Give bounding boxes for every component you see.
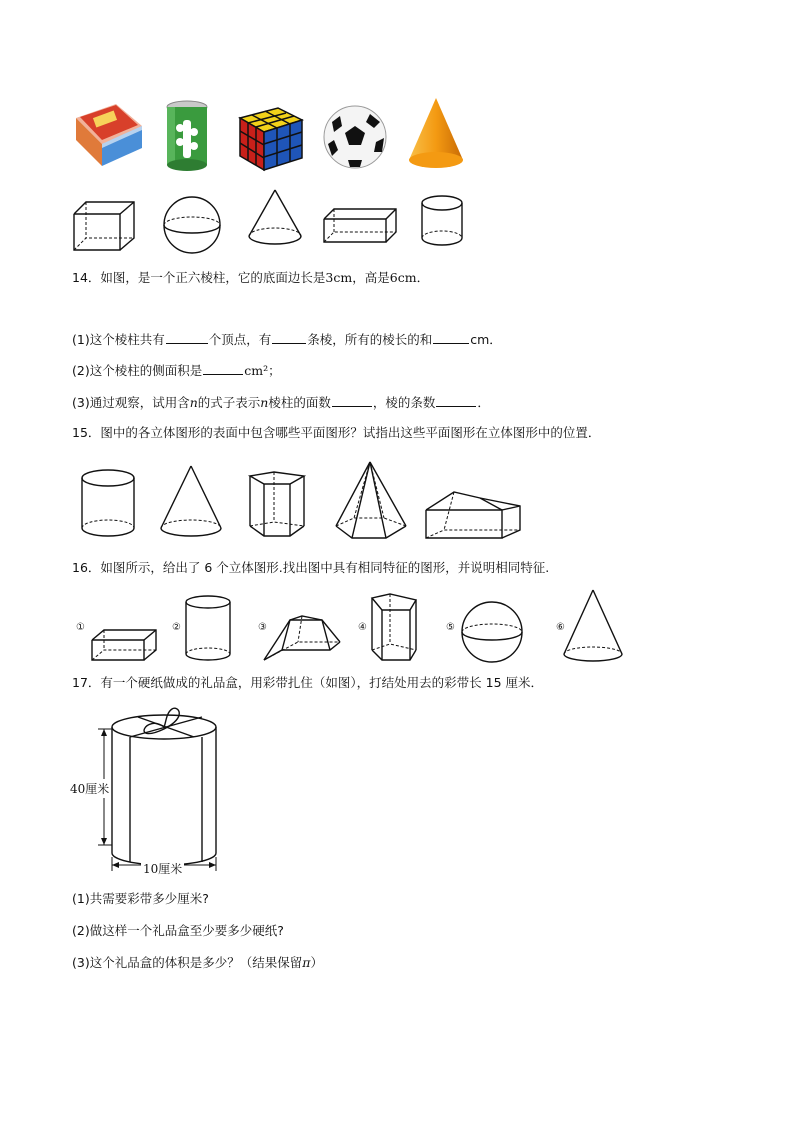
sphere-drawing <box>162 196 222 254</box>
q17-stem: 17．有一个硬纸做成的礼品盒，用彩带扎住（如图），打结处用去的彩带长 15 厘米． <box>72 675 544 690</box>
q15-pyramid-drawing <box>334 460 408 542</box>
q16-stem: 16．如图所示，给出了 6 个立体图形.找出图中具有相同特征的图形，并说明相同特征. <box>72 560 550 575</box>
q14-part3-end: ． <box>477 395 490 410</box>
q16-cuboid-drawing <box>90 628 158 662</box>
q16-cone-drawing <box>562 588 626 664</box>
q16-label-5: ⑤ <box>446 622 455 633</box>
q14-height: 6cm <box>389 270 417 285</box>
q17-part2: (2)做这样一个礼品盒至少要多少硬纸? <box>72 923 284 938</box>
q15-cone-drawing <box>158 464 224 540</box>
q14-part1-text-a: (1)这个棱柱共有 <box>72 332 165 347</box>
q17-part3-text: (3)这个礼品盒的体积是多少？（结果保留 <box>72 955 303 970</box>
q14-n-symbol-1: n <box>189 395 198 410</box>
cone-drawing <box>246 188 304 248</box>
cone-image <box>406 96 466 172</box>
can-image <box>164 100 210 172</box>
q14-part1-text-c: 条棱，所有的棱长的和 <box>307 332 433 347</box>
rubiks-cube-image <box>238 104 304 172</box>
q14-part1 <box>72 331 502 348</box>
q17-height-label: 40厘米 <box>70 779 109 798</box>
cuboid-drawing <box>322 207 398 245</box>
q14-stem <box>72 270 429 286</box>
q17-pi-symbol: π <box>302 955 311 970</box>
cylinder-drawing <box>420 194 466 248</box>
q14-edge-count-blank[interactable] <box>436 394 476 407</box>
q14-number: 14． <box>72 270 101 285</box>
q14-part3-text-a: (3)通过观察，试用含 <box>72 395 190 410</box>
q16-pentagonal-prism-drawing <box>370 592 420 664</box>
q14-part2 <box>72 362 281 379</box>
q17-part3 <box>72 955 323 971</box>
q15-cylinder-drawing <box>80 468 138 540</box>
q14-part3-text-b: 的式子表示 <box>197 395 261 410</box>
q16-sphere-drawing <box>460 600 526 664</box>
q14-area-unit: cm² <box>244 363 269 378</box>
q14-faces-blank[interactable] <box>332 394 372 407</box>
q16-label-3: ③ <box>258 622 267 633</box>
q14-side-length: 3cm <box>325 270 353 285</box>
q14-stem-end: ． <box>416 270 430 285</box>
q14-stem-text-b: ，高是 <box>352 270 390 285</box>
q16-label-4: ④ <box>358 622 367 633</box>
q14-stem-text-a: 如图，是一个正六棱柱，它的底面边长是 <box>100 270 326 285</box>
q14-part1-text-d: cm． <box>470 332 502 347</box>
q14-part2-end: ； <box>268 363 281 378</box>
soccer-ball-image <box>322 104 388 170</box>
q14-part3 <box>72 394 490 411</box>
q16-label-1: ① <box>76 622 85 633</box>
q16-cylinder-drawing <box>184 594 234 664</box>
q14-part3-text-d: ，棱的条数 <box>372 395 436 410</box>
q14-lateral-area-blank[interactable] <box>203 362 243 375</box>
q17-diameter-label: 10厘米 <box>143 862 183 876</box>
cube-drawing <box>72 200 136 252</box>
q14-part1-text-b: 个顶点，有 <box>208 332 272 347</box>
book-image <box>72 100 144 170</box>
q15-pentagonal-prism-drawing <box>246 470 308 542</box>
q15-house-prism-drawing <box>424 490 524 542</box>
q16-label-2: ② <box>172 622 181 633</box>
q15-stem: 15．图中的各立体图形的表面中包含哪些平面图形？试指出这些平面图形在立体图形中的位置． <box>72 425 601 440</box>
q14-edge-sum-blank[interactable] <box>433 331 469 344</box>
q17-part1: (1)共需要彩带多少厘米? <box>72 891 209 906</box>
q14-part2-text: (2)这个棱柱的侧面积是 <box>72 363 203 378</box>
q16-frustum-drawing <box>262 616 342 662</box>
q14-vertices-blank[interactable] <box>166 331 208 344</box>
q14-part3-text-c: 棱柱的面数 <box>268 395 331 410</box>
q14-edges-blank[interactable] <box>272 331 306 344</box>
q16-label-6: ⑥ <box>556 622 565 633</box>
q14-n-symbol-2: n <box>260 395 269 410</box>
q17-part3-end: ） <box>310 955 323 970</box>
